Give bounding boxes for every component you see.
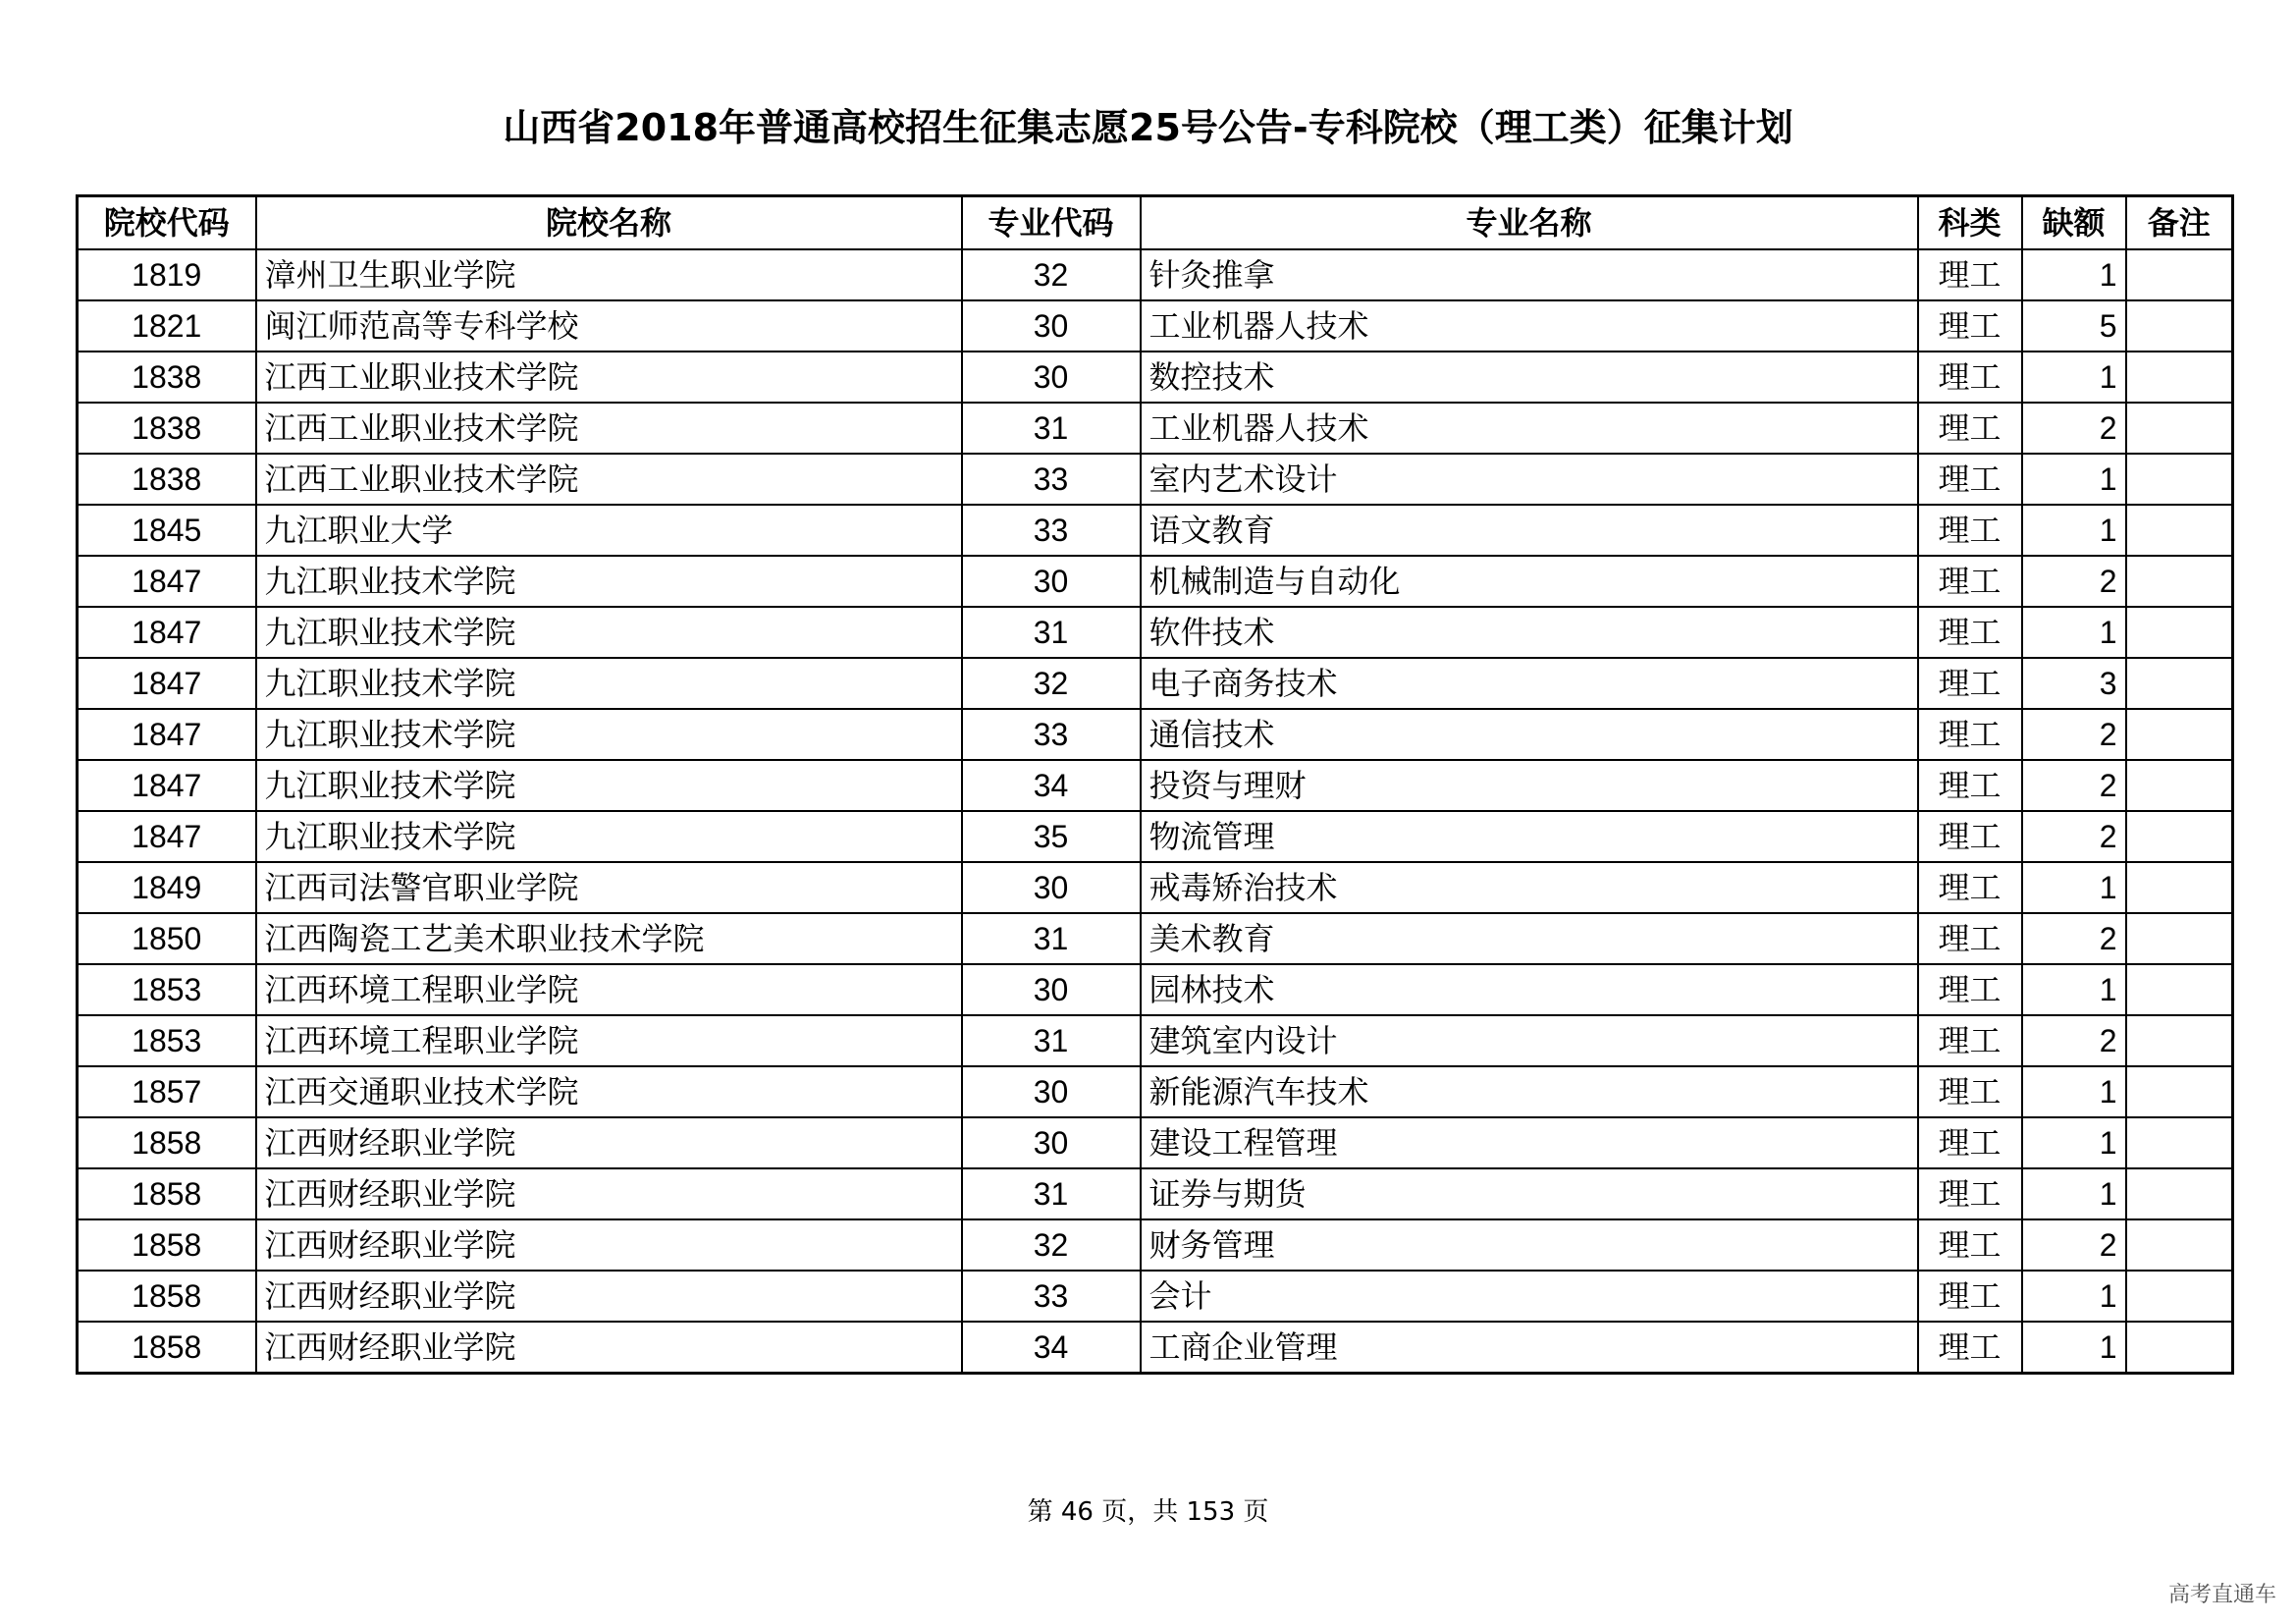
cell-major-name: 财务管理 [1141, 1219, 1918, 1271]
cell-major-name: 新能源汽车技术 [1141, 1066, 1918, 1117]
cell-quota: 1 [2022, 1271, 2126, 1322]
cell-major-code: 30 [962, 862, 1141, 913]
cell-quota: 1 [2022, 249, 2126, 300]
cell-school-code: 1853 [78, 964, 256, 1015]
cell-major-code: 30 [962, 1066, 1141, 1117]
cell-school-name: 九江职业技术学院 [256, 556, 962, 607]
table-row [78, 760, 2233, 811]
table-row [78, 607, 2233, 658]
cell-major-code: 32 [962, 249, 1141, 300]
cell-major-code: 31 [962, 1015, 1141, 1066]
cell-major-name: 室内艺术设计 [1141, 454, 1918, 505]
cell-school-code: 1858 [78, 1219, 256, 1271]
cell-major-code: 32 [962, 658, 1141, 709]
cell-school-name: 漳州卫生职业学院 [256, 249, 962, 300]
page-number-footer: 第 46 页，共 153 页 [1027, 1497, 1269, 1527]
cell-quota: 3 [2022, 658, 2126, 709]
cell-note [2126, 556, 2233, 607]
cell-school-code: 1838 [78, 352, 256, 403]
cell-major-name: 电子商务技术 [1141, 658, 1918, 709]
table-row [78, 1015, 2233, 1066]
cell-school-name: 江西环境工程职业学院 [256, 964, 962, 1015]
cell-major-name: 证券与期货 [1141, 1168, 1918, 1219]
cell-major-name: 工业机器人技术 [1141, 300, 1918, 352]
table-row [78, 658, 2233, 709]
cell-quota: 1 [2022, 1168, 2126, 1219]
cell-note [2126, 1322, 2233, 1374]
cell-category: 理工 [1918, 1015, 2022, 1066]
cell-note [2126, 1271, 2233, 1322]
cell-major-code: 31 [962, 913, 1141, 964]
cell-major-code: 30 [962, 964, 1141, 1015]
cell-school-code: 1847 [78, 658, 256, 709]
header-category: 科类 [1918, 196, 2022, 249]
cell-note [2126, 658, 2233, 709]
table-row [78, 1271, 2233, 1322]
cell-major-code: 33 [962, 709, 1141, 760]
cell-school-code: 1819 [78, 249, 256, 300]
table-row [78, 709, 2233, 760]
cell-category: 理工 [1918, 403, 2022, 454]
cell-major-name: 针灸推拿 [1141, 249, 1918, 300]
cell-school-name: 江西交通职业技术学院 [256, 1066, 962, 1117]
cell-quota: 1 [2022, 352, 2126, 403]
cell-quota: 2 [2022, 556, 2126, 607]
cell-quota: 2 [2022, 811, 2126, 862]
cell-note [2126, 403, 2233, 454]
cell-category: 理工 [1918, 964, 2022, 1015]
cell-major-code: 30 [962, 556, 1141, 607]
cell-category: 理工 [1918, 556, 2022, 607]
cell-major-name: 通信技术 [1141, 709, 1918, 760]
cell-category: 理工 [1918, 709, 2022, 760]
cell-school-name: 江西环境工程职业学院 [256, 1015, 962, 1066]
cell-school-code: 1847 [78, 556, 256, 607]
cell-school-name: 江西陶瓷工艺美术职业技术学院 [256, 913, 962, 964]
cell-category: 理工 [1918, 1168, 2022, 1219]
table-row [78, 505, 2233, 556]
cell-major-name: 工商企业管理 [1141, 1322, 1918, 1374]
cell-school-code: 1845 [78, 505, 256, 556]
cell-school-name: 江西财经职业学院 [256, 1271, 962, 1322]
cell-quota: 2 [2022, 403, 2126, 454]
cell-school-code: 1858 [78, 1271, 256, 1322]
cell-school-code: 1849 [78, 862, 256, 913]
cell-school-code: 1847 [78, 607, 256, 658]
cell-quota: 2 [2022, 1219, 2126, 1271]
cell-major-code: 30 [962, 352, 1141, 403]
cell-quota: 2 [2022, 709, 2126, 760]
cell-category: 理工 [1918, 760, 2022, 811]
cell-note [2126, 249, 2233, 300]
table-row [78, 454, 2233, 505]
cell-category: 理工 [1918, 249, 2022, 300]
cell-school-code: 1838 [78, 403, 256, 454]
cell-quota: 1 [2022, 505, 2126, 556]
cell-school-name: 江西工业职业技术学院 [256, 352, 962, 403]
cell-category: 理工 [1918, 607, 2022, 658]
cell-school-code: 1850 [78, 913, 256, 964]
cell-quota: 1 [2022, 1066, 2126, 1117]
cell-school-name: 九江职业技术学院 [256, 709, 962, 760]
cell-school-name: 江西工业职业技术学院 [256, 454, 962, 505]
cell-school-name: 江西财经职业学院 [256, 1117, 962, 1168]
cell-major-name: 美术教育 [1141, 913, 1918, 964]
cell-category: 理工 [1918, 811, 2022, 862]
cell-school-name: 九江职业技术学院 [256, 607, 962, 658]
cell-note [2126, 1066, 2233, 1117]
cell-major-name: 机械制造与自动化 [1141, 556, 1918, 607]
table-row [78, 1117, 2233, 1168]
cell-category: 理工 [1918, 658, 2022, 709]
cell-school-code: 1838 [78, 454, 256, 505]
cell-major-name: 园林技术 [1141, 964, 1918, 1015]
cell-school-name: 江西财经职业学院 [256, 1168, 962, 1219]
header-major-code: 专业代码 [962, 196, 1141, 249]
cell-major-code: 31 [962, 1168, 1141, 1219]
cell-quota: 1 [2022, 607, 2126, 658]
cell-category: 理工 [1918, 505, 2022, 556]
cell-school-name: 江西工业职业技术学院 [256, 403, 962, 454]
header-note: 备注 [2126, 196, 2233, 249]
cell-quota: 2 [2022, 913, 2126, 964]
header-school-name: 院校名称 [256, 196, 962, 249]
cell-category: 理工 [1918, 300, 2022, 352]
cell-school-name: 江西司法警官职业学院 [256, 862, 962, 913]
cell-quota: 1 [2022, 964, 2126, 1015]
cell-quota: 1 [2022, 1117, 2126, 1168]
cell-note [2126, 1117, 2233, 1168]
table-row [78, 964, 2233, 1015]
cell-note [2126, 964, 2233, 1015]
cell-major-name: 会计 [1141, 1271, 1918, 1322]
table-row [78, 403, 2233, 454]
cell-school-name: 江西财经职业学院 [256, 1322, 962, 1374]
cell-note [2126, 300, 2233, 352]
cell-note [2126, 811, 2233, 862]
table-header-row [78, 196, 2233, 249]
cell-quota: 2 [2022, 1015, 2126, 1066]
cell-major-name: 工业机器人技术 [1141, 403, 1918, 454]
table-row [78, 811, 2233, 862]
cell-major-code: 30 [962, 1117, 1141, 1168]
cell-school-code: 1853 [78, 1015, 256, 1066]
cell-school-code: 1858 [78, 1117, 256, 1168]
cell-note [2126, 454, 2233, 505]
table-row [78, 1168, 2233, 1219]
cell-major-code: 31 [962, 403, 1141, 454]
cell-major-code: 34 [962, 1322, 1141, 1374]
cell-major-code: 33 [962, 1271, 1141, 1322]
cell-note [2126, 352, 2233, 403]
cell-major-code: 31 [962, 607, 1141, 658]
table-row [78, 300, 2233, 352]
table-row [78, 1322, 2233, 1374]
cell-major-code: 33 [962, 454, 1141, 505]
header-school-code: 院校代码 [78, 196, 256, 249]
cell-quota: 1 [2022, 454, 2126, 505]
cell-school-name: 九江职业技术学院 [256, 811, 962, 862]
cell-major-code: 32 [962, 1219, 1141, 1271]
cell-school-name: 九江职业技术学院 [256, 658, 962, 709]
cell-category: 理工 [1918, 913, 2022, 964]
cell-major-code: 33 [962, 505, 1141, 556]
header-major-name: 专业名称 [1141, 196, 1918, 249]
cell-school-code: 1857 [78, 1066, 256, 1117]
cell-school-code: 1858 [78, 1168, 256, 1219]
cell-category: 理工 [1918, 862, 2022, 913]
cell-school-name: 九江职业技术学院 [256, 760, 962, 811]
cell-school-name: 闽江师范高等专科学校 [256, 300, 962, 352]
table-row [78, 352, 2233, 403]
cell-quota: 1 [2022, 862, 2126, 913]
watermark-text: 高考直通车 [2167, 1583, 2276, 1607]
cell-category: 理工 [1918, 1219, 2022, 1271]
cell-note [2126, 913, 2233, 964]
cell-note [2126, 1015, 2233, 1066]
cell-major-name: 建筑室内设计 [1141, 1015, 1918, 1066]
table-row [78, 249, 2233, 300]
cell-note [2126, 709, 2233, 760]
cell-major-name: 软件技术 [1141, 607, 1918, 658]
cell-note [2126, 1168, 2233, 1219]
table-row [78, 1219, 2233, 1271]
cell-quota: 2 [2022, 760, 2126, 811]
cell-major-name: 数控技术 [1141, 352, 1918, 403]
cell-major-code: 30 [962, 300, 1141, 352]
table-row [78, 556, 2233, 607]
page-title: 山西省2018年普通高校招生征集志愿25号公告-专科院校（理工类）征集计划 [503, 106, 1793, 149]
cell-category: 理工 [1918, 1066, 2022, 1117]
table-row [78, 1066, 2233, 1117]
cell-note [2126, 1219, 2233, 1271]
cell-note [2126, 760, 2233, 811]
cell-note [2126, 607, 2233, 658]
enrollment-plan-table [76, 194, 2234, 1375]
table-row [78, 862, 2233, 913]
cell-note [2126, 505, 2233, 556]
cell-school-code: 1847 [78, 760, 256, 811]
cell-quota: 1 [2022, 1322, 2126, 1374]
table-row [78, 913, 2233, 964]
cell-school-code: 1847 [78, 811, 256, 862]
cell-category: 理工 [1918, 454, 2022, 505]
cell-category: 理工 [1918, 1117, 2022, 1168]
cell-school-name: 江西财经职业学院 [256, 1219, 962, 1271]
cell-school-code: 1858 [78, 1322, 256, 1374]
cell-quota: 5 [2022, 300, 2126, 352]
cell-school-code: 1847 [78, 709, 256, 760]
cell-major-name: 建设工程管理 [1141, 1117, 1918, 1168]
cell-major-name: 戒毒矫治技术 [1141, 862, 1918, 913]
cell-category: 理工 [1918, 1271, 2022, 1322]
cell-major-code: 35 [962, 811, 1141, 862]
cell-major-code: 34 [962, 760, 1141, 811]
cell-major-name: 语文教育 [1141, 505, 1918, 556]
header-quota: 缺额 [2022, 196, 2126, 249]
cell-school-name: 九江职业大学 [256, 505, 962, 556]
cell-school-code: 1821 [78, 300, 256, 352]
cell-category: 理工 [1918, 352, 2022, 403]
cell-note [2126, 862, 2233, 913]
cell-major-name: 物流管理 [1141, 811, 1918, 862]
cell-major-name: 投资与理财 [1141, 760, 1918, 811]
cell-category: 理工 [1918, 1322, 2022, 1374]
